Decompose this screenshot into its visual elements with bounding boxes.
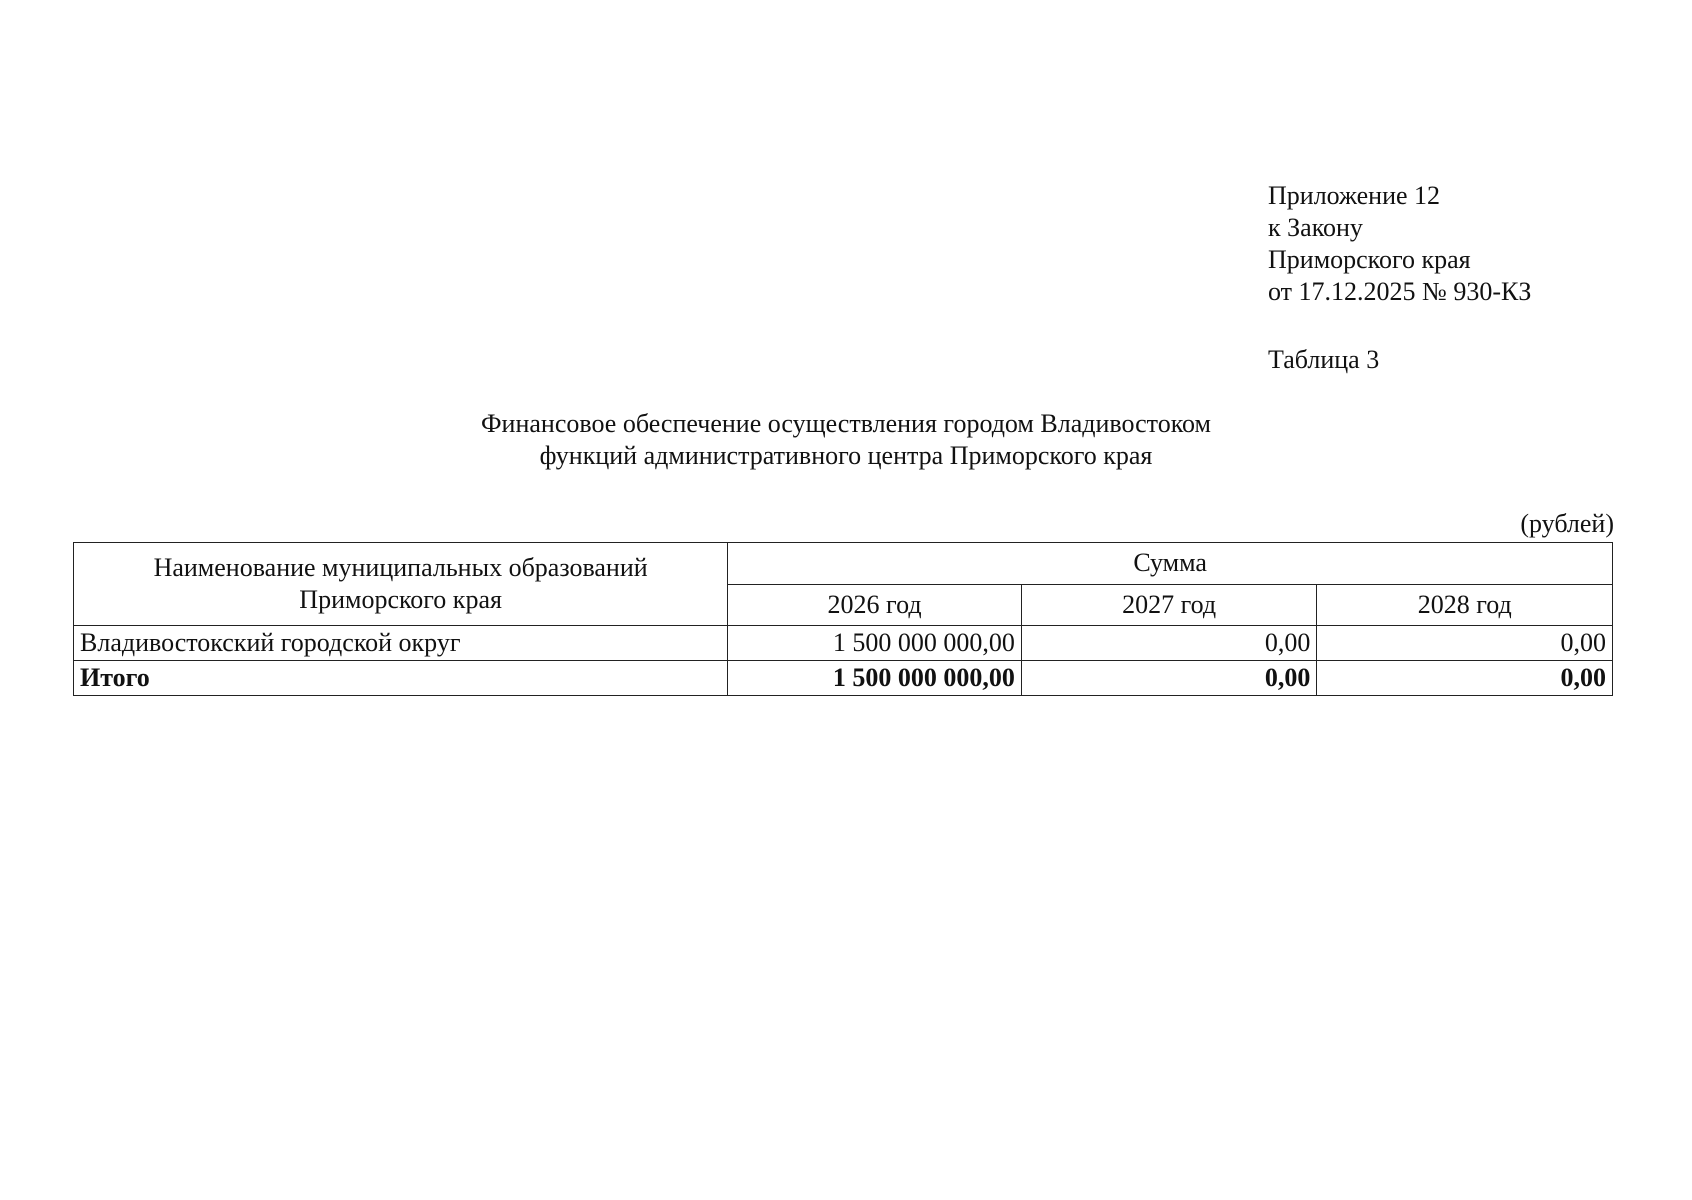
- total-label: Итого: [74, 661, 728, 696]
- document-title-line-1: Финансовое обеспечение осуществления городом Владивостоком: [481, 409, 1211, 438]
- header-name-line-2: Приморского края: [299, 585, 502, 614]
- appendix-reference: [1268, 180, 1531, 308]
- header-sum: Сумма: [728, 543, 1613, 585]
- header-year-2027: 2027 год: [1021, 584, 1317, 626]
- document-title: [0, 408, 1692, 472]
- row-municipality-name: Владивостокский городской округ: [74, 626, 728, 661]
- appendix-line-region: Приморского края: [1268, 245, 1471, 274]
- table-total-row: [74, 661, 1613, 696]
- row-value-2028: 0,00: [1317, 626, 1613, 661]
- document-title-line-2: функций административного центра Приморского края: [539, 441, 1153, 470]
- row-value-2026: 1 500 000 000,00: [728, 626, 1022, 661]
- appendix-line-law: к Закону: [1268, 213, 1363, 242]
- table-header-row: [74, 543, 1613, 585]
- total-value-2028: 0,00: [1317, 661, 1613, 696]
- table-row: [74, 626, 1613, 661]
- total-value-2026: 1 500 000 000,00: [728, 661, 1022, 696]
- header-name-line-1: Наименование муниципальных образований: [153, 553, 648, 582]
- appendix-line-number: Приложение 12: [1268, 181, 1441, 210]
- unit-label: (рублей): [1520, 509, 1614, 538]
- appendix-line-date: от 17.12.2025 № 930-КЗ: [1268, 277, 1532, 306]
- row-value-2027: 0,00: [1021, 626, 1317, 661]
- financing-table: [73, 542, 1613, 696]
- table-number: Таблица 3: [1268, 345, 1380, 374]
- header-year-2026: 2026 год: [728, 584, 1022, 626]
- header-year-2028: 2028 год: [1317, 584, 1613, 626]
- header-municipality-name: [74, 543, 728, 626]
- total-value-2027: 0,00: [1021, 661, 1317, 696]
